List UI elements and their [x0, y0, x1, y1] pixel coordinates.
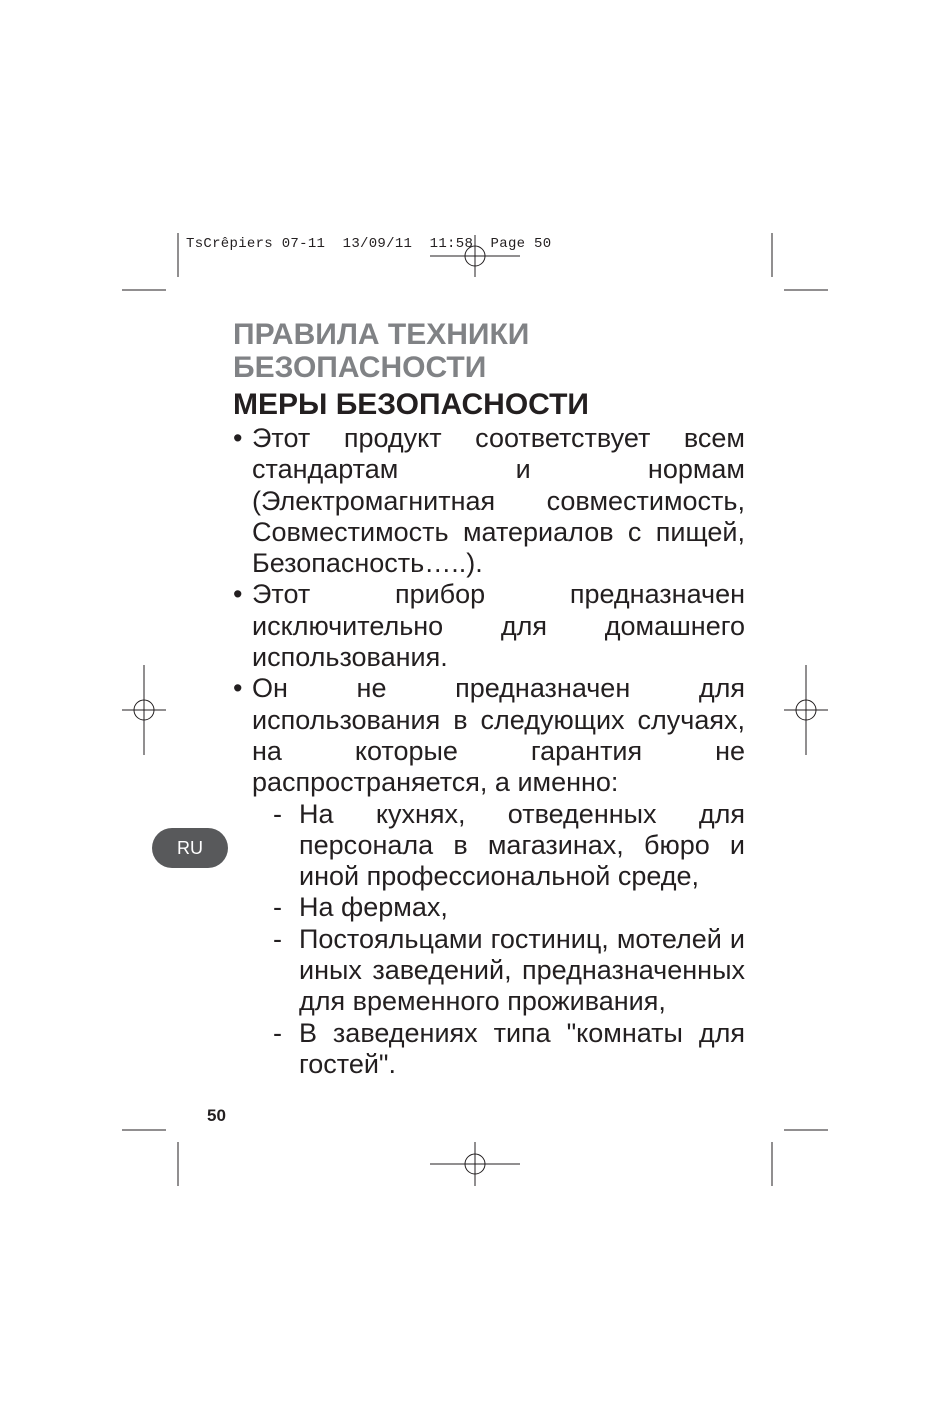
- sub-list-item: [273, 892, 745, 923]
- list-item: [233, 423, 745, 579]
- bullet-icon: •: [233, 423, 243, 453]
- bullet-icon: •: [233, 579, 243, 610]
- list-item: [233, 579, 745, 673]
- registration-mark-left: [122, 665, 166, 755]
- page-number: 50: [207, 1106, 226, 1125]
- sub-list-item-text: Постояльцами гостиниц, мотелей и иных заведений, предназначенных для временного проживания,: [299, 923, 745, 1017]
- bullet-icon: •: [233, 673, 243, 704]
- dash-icon: -: [273, 798, 282, 829]
- exclusion-list: [252, 799, 745, 1081]
- sub-list-item: [273, 1017, 745, 1081]
- sub-list-item-text: На фермах,: [299, 892, 448, 923]
- section-heading: [233, 318, 753, 384]
- safety-list: [233, 423, 745, 1080]
- section-heading-line-1: ПРАВИЛА ТЕХНИКИ: [233, 318, 530, 351]
- subsection-heading: МЕРЫ БЕЗОПАСНОСТИ: [233, 388, 589, 421]
- registration-mark-right: [784, 665, 828, 755]
- sub-list-item-text: На кухнях, отведенных для персонала в магазинах, бюро и иной профессиональной среде,: [299, 798, 745, 892]
- list-item-text: Он не предназначен для использования в следующих случаях, на которые гарантия не распространяется, а именно:: [252, 673, 745, 798]
- dash-icon: -: [273, 1017, 282, 1048]
- dash-icon: -: [273, 923, 282, 954]
- print-slug-line: TsCrêpiers 07-11 13/09/11 11:58 Page 50: [186, 236, 552, 252]
- list-item-text: Этот продукт соответствует всем стандартам и нормам (Электромагнитная совместимость, Совместимость материалов с пищей, Безопасность…..).: [252, 423, 745, 579]
- sub-list-item: [273, 798, 745, 893]
- registration-mark-bottom: [430, 1142, 520, 1186]
- dash-icon: -: [273, 892, 282, 923]
- sub-list-item-text: В заведениях типа "комнаты для гостей".: [299, 1017, 745, 1079]
- list-item-text: Этот прибор предназначен исключительно для домашнего использования.: [252, 579, 745, 673]
- list-item: [233, 673, 745, 1080]
- language-badge: RU: [152, 828, 228, 868]
- section-heading-line-2: БЕЗОПАСНОСТИ: [233, 351, 487, 384]
- sub-list-item: [273, 923, 745, 1018]
